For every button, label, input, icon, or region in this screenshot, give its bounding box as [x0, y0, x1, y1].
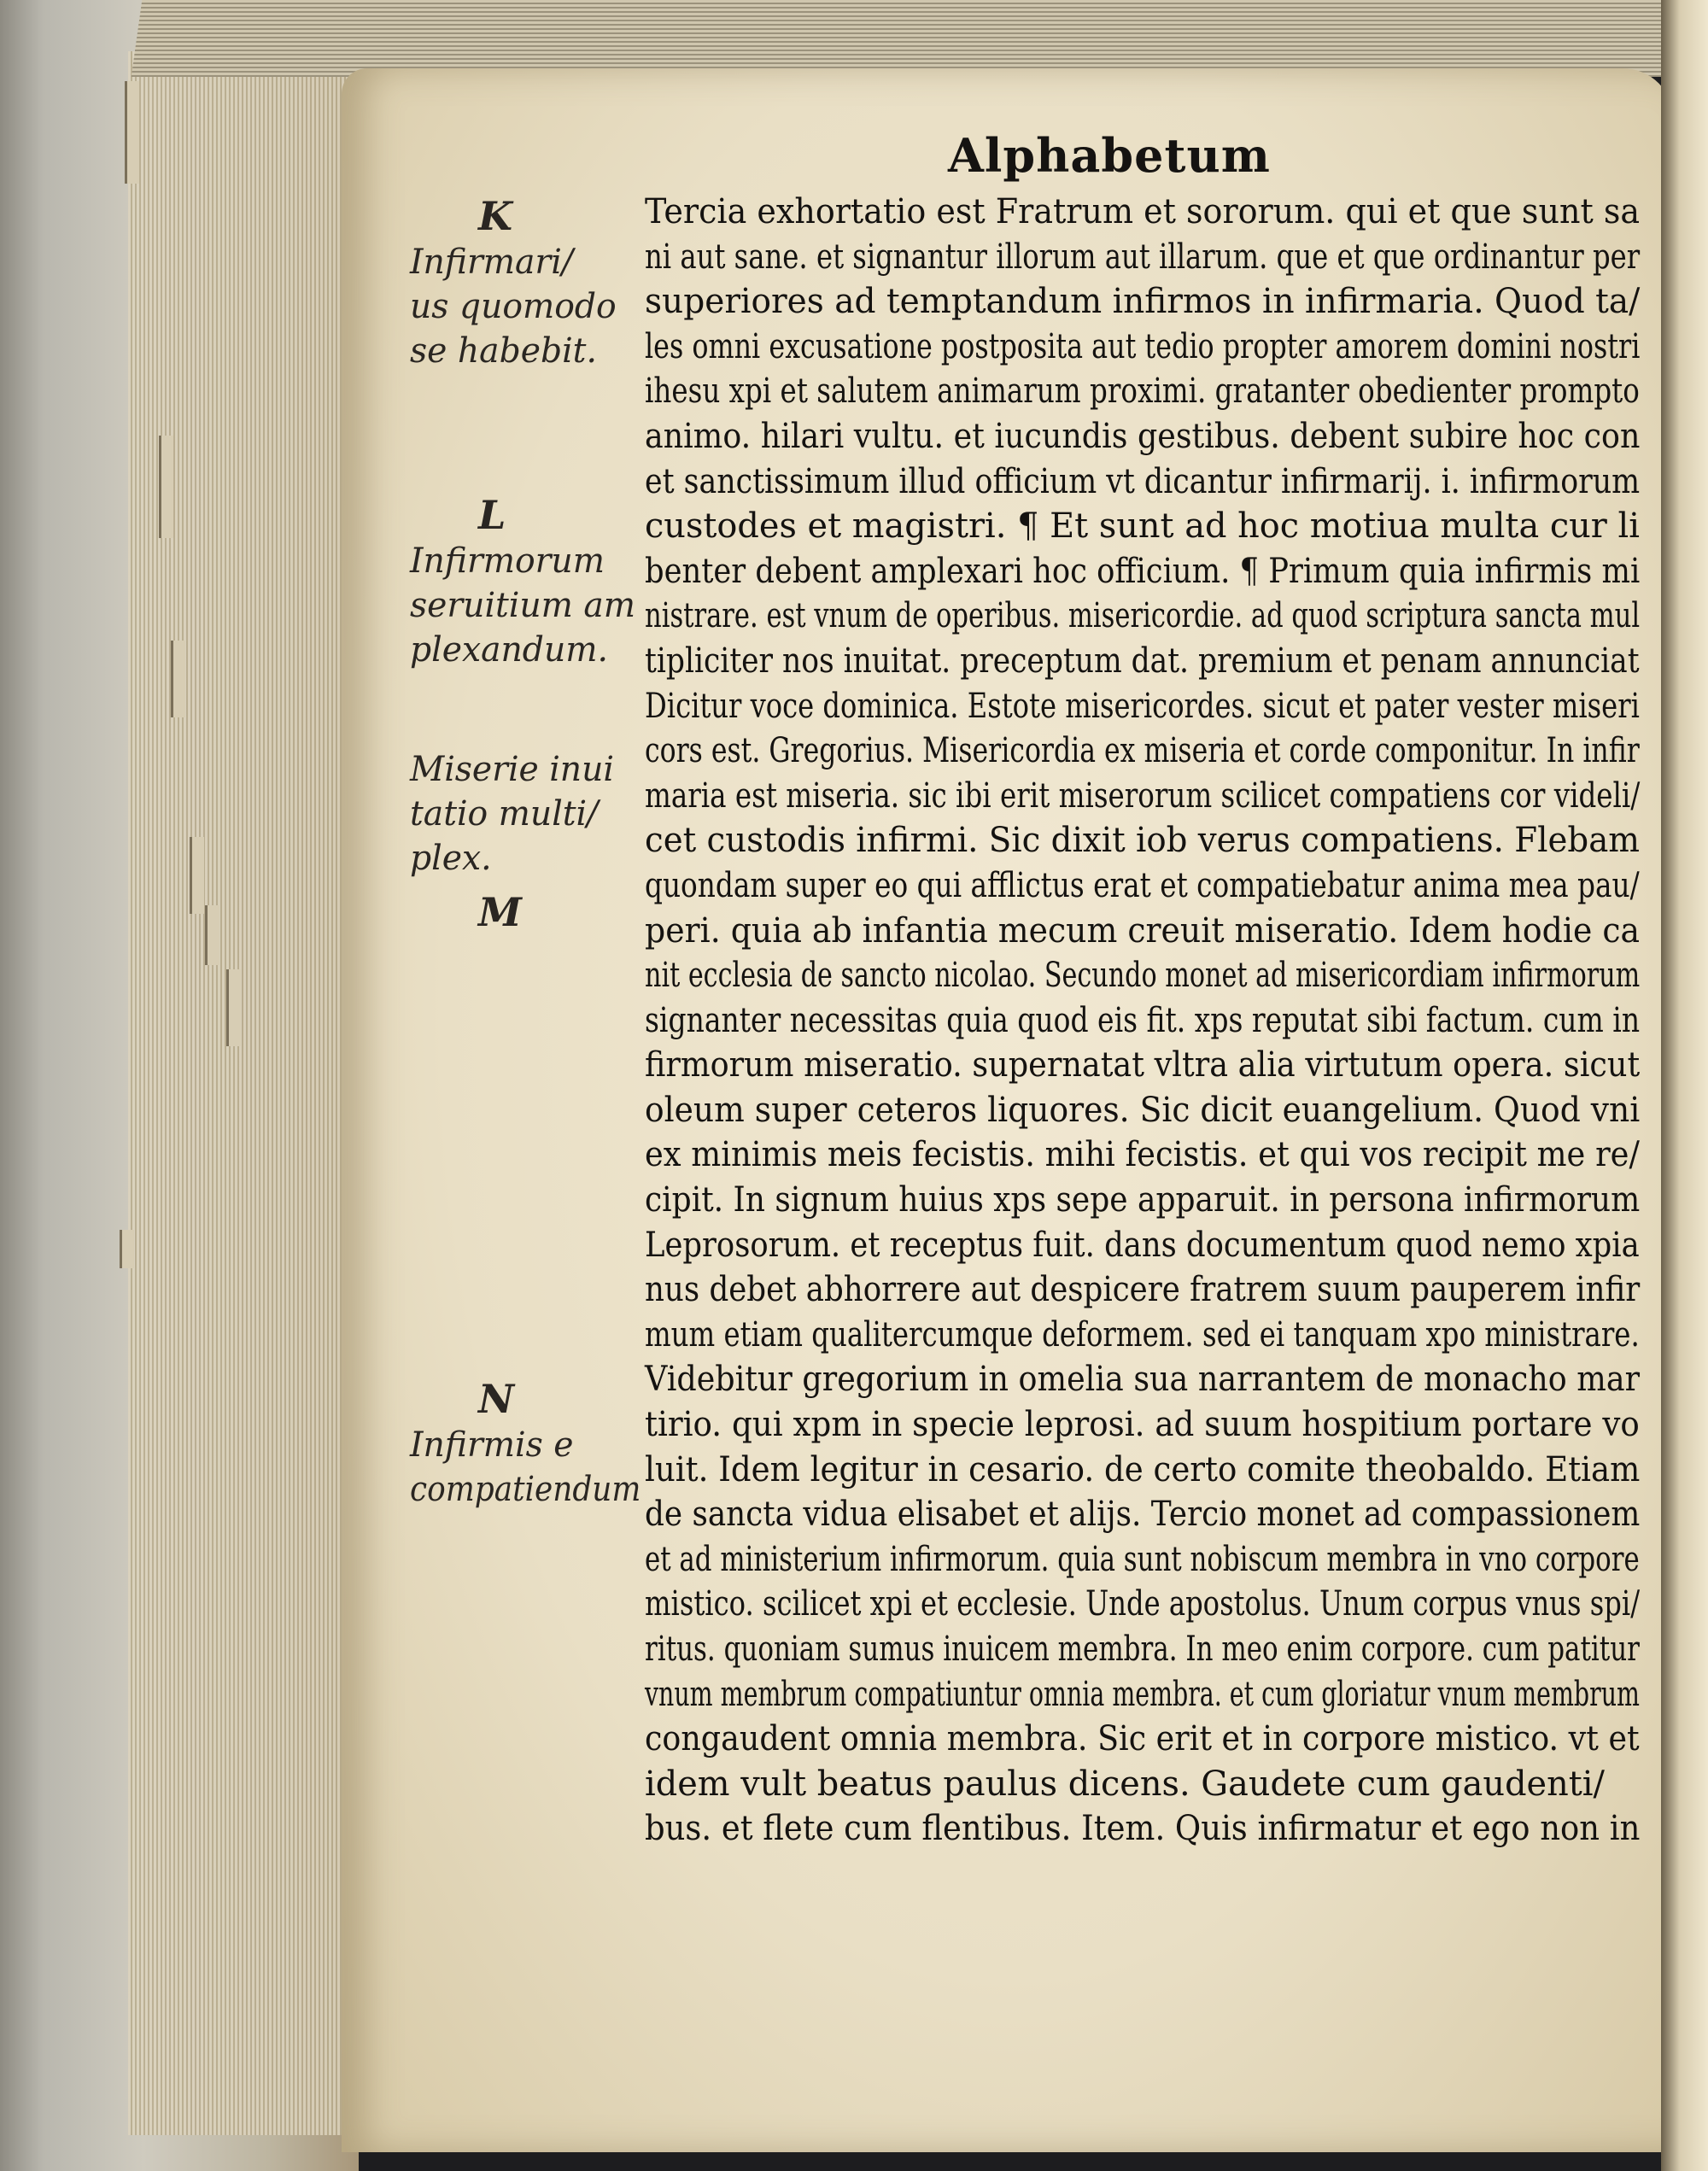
text-line: mistico. scilicet xpi et ecclesie. Unde apostolus. Unum corpus vnus spi/	[645, 1584, 1641, 1624]
text-line: ni aut sane. et signantur illorum aut illarum. que et que ordinantur per	[645, 237, 1641, 277]
text-line: Leprosorum. et receptus fuit. dans documentum quod nemo xpia	[645, 1225, 1640, 1265]
note-line: compatiendum	[410, 1470, 641, 1509]
note-line: Infirmorum	[410, 541, 605, 581]
note-line: seruitium am	[410, 586, 636, 625]
text-line: superiores ad temptandum infirmos in infirmaria. Quod ta/	[645, 282, 1641, 322]
text-line: congaudent omnia membra. Sic erit et in corpore mistico. vt et	[645, 1719, 1640, 1759]
margin-note	[410, 747, 645, 881]
text-line: nus debet abhorrere aut despicere fratrem suum pauperem infir	[645, 1270, 1641, 1310]
margin-note	[410, 491, 645, 672]
text-line: Videbitur gregorium in omelia sua narrantem de monacho mar	[645, 1360, 1641, 1400]
text-line: cet custodis infirmi. Sic dixit iob verus compatiens. Flebam	[645, 821, 1641, 861]
margin-note	[410, 888, 645, 936]
note-line: Infirmis e	[410, 1425, 574, 1465]
next-page-gutter	[1661, 0, 1708, 2171]
note-mark: L	[478, 492, 506, 538]
text-line: ritus. quoniam sumus inuicem membra. In meo enim corpore. cum patitur	[645, 1630, 1640, 1669]
text-line: tirio. qui xpm in specie leprosi. ad suum hospitium portare vo	[645, 1405, 1640, 1445]
margin-note	[410, 192, 645, 373]
note-line: plex.	[410, 839, 492, 878]
text-line: benter debent amplexari hoc officium. ¶ Primum quia infirmis mi	[645, 551, 1641, 591]
thumb-tab	[125, 81, 139, 184]
thumb-tab	[159, 436, 173, 538]
text-line: nit ecclesia de sancto nicolao. Secundo monet ad misericordiam infirmorum	[645, 956, 1641, 996]
text-line: idem vult beatus paulus dicens. Gaudete cum gaudenti/	[645, 1764, 1605, 1804]
thumb-tab	[226, 969, 241, 1046]
page-edges	[128, 51, 350, 2135]
note-line: Miserie inui	[410, 750, 614, 789]
text-line: nistrare. est vnum de operibus. misericordie. ad quod scriptura sancta mul	[645, 596, 1641, 636]
margin-note	[410, 1375, 645, 1512]
note-mark: K	[478, 193, 512, 239]
thumb-tab	[171, 641, 185, 717]
text-line: cors est. Gregorius. Misericordia ex miseria et corde componitur. In infir	[645, 731, 1640, 771]
top-page-edges	[132, 0, 1680, 77]
text-line: mum etiam qualitercumque deformem. sed ei tanquam xpo ministrare.	[645, 1314, 1640, 1355]
text-line: les omni excusatione postposita aut tedio propter amorem domini nostri	[645, 326, 1641, 366]
text-line: maria est miseria. sic ibi erit miserorum scilicet compatiens cor videli/	[645, 775, 1641, 816]
thumb-tab	[120, 1230, 134, 1268]
thumb-tab	[190, 837, 204, 914]
text-line: Tercia exhortatio est Fratrum et sororum. qui et que sunt sa	[645, 192, 1641, 231]
note-mark: M	[478, 889, 522, 935]
text-line: quondam super eo qui afflictus erat et compatiebatur anima mea pau/	[645, 865, 1640, 905]
note-line: tatio multi/	[410, 794, 599, 834]
text-line: vnum membrum compatiuntur omnia membra. et cum gloriatur vnum membrum	[645, 1674, 1640, 1714]
note-mark: N	[478, 1376, 515, 1422]
thumb-tab	[205, 905, 219, 965]
note-line: plexandum.	[410, 630, 608, 670]
text-line: signanter necessitas quia quod eis fit. xps reputat sibi factum. cum in	[645, 1000, 1641, 1040]
text-line: luit. Idem legitur in cesario. de certo comite theobaldo. Etiam	[645, 1449, 1641, 1489]
text-line: et ad ministerium infirmorum. quia sunt nobiscum membra in vno corpore	[645, 1539, 1640, 1579]
text-line: ihesu xpi et salutem animarum proximi. gratanter obedienter prompto	[645, 372, 1640, 412]
note-line: se habebit.	[410, 331, 597, 371]
note-line: us quomodo	[410, 287, 617, 326]
main-text-block	[645, 190, 1644, 1852]
text-line: cipit. In signum huius xps sepe apparuit. in persona infirmorum	[645, 1180, 1641, 1220]
text-line: et sanctissimum illud officium vt dicantur infirmarij. i. infirmorum	[645, 461, 1641, 501]
text-line: firmorum miseratio. supernatat vltra alia virtutum opera. sicut	[645, 1045, 1641, 1086]
text-line: Dicitur voce dominica. Estote misericordes. sicut et pater vester miseri	[645, 686, 1640, 726]
text-line: custodes et magistri. ¶ Et sunt ad hoc motiua multa cur li	[645, 506, 1640, 547]
text-line: tipliciter nos inuitat. preceptum dat. premium et penam annunciat	[645, 641, 1640, 681]
running-head: Alphabetum	[948, 128, 1271, 183]
text-line: peri. quia ab infantia mecum creuit miseratio. Idem hodie ca	[645, 910, 1641, 951]
note-line: Infirmari/	[410, 243, 573, 282]
text-line: bus. et flete cum flentibus. Item. Quis infirmatur et ego non in	[645, 1809, 1641, 1849]
text-line: ex minimis meis fecistis. mihi fecistis. et qui vos recipit me re/	[645, 1135, 1640, 1175]
text-line: oleum super ceteros liquores. Sic dicit euangelium. Quod vni	[645, 1090, 1641, 1130]
text-line: animo. hilari vultu. et iucundis gestibus. debent subire hoc con	[645, 416, 1641, 456]
text-line: de sancta vidua elisabet et alijs. Tercio monet ad compassionem	[645, 1495, 1641, 1535]
